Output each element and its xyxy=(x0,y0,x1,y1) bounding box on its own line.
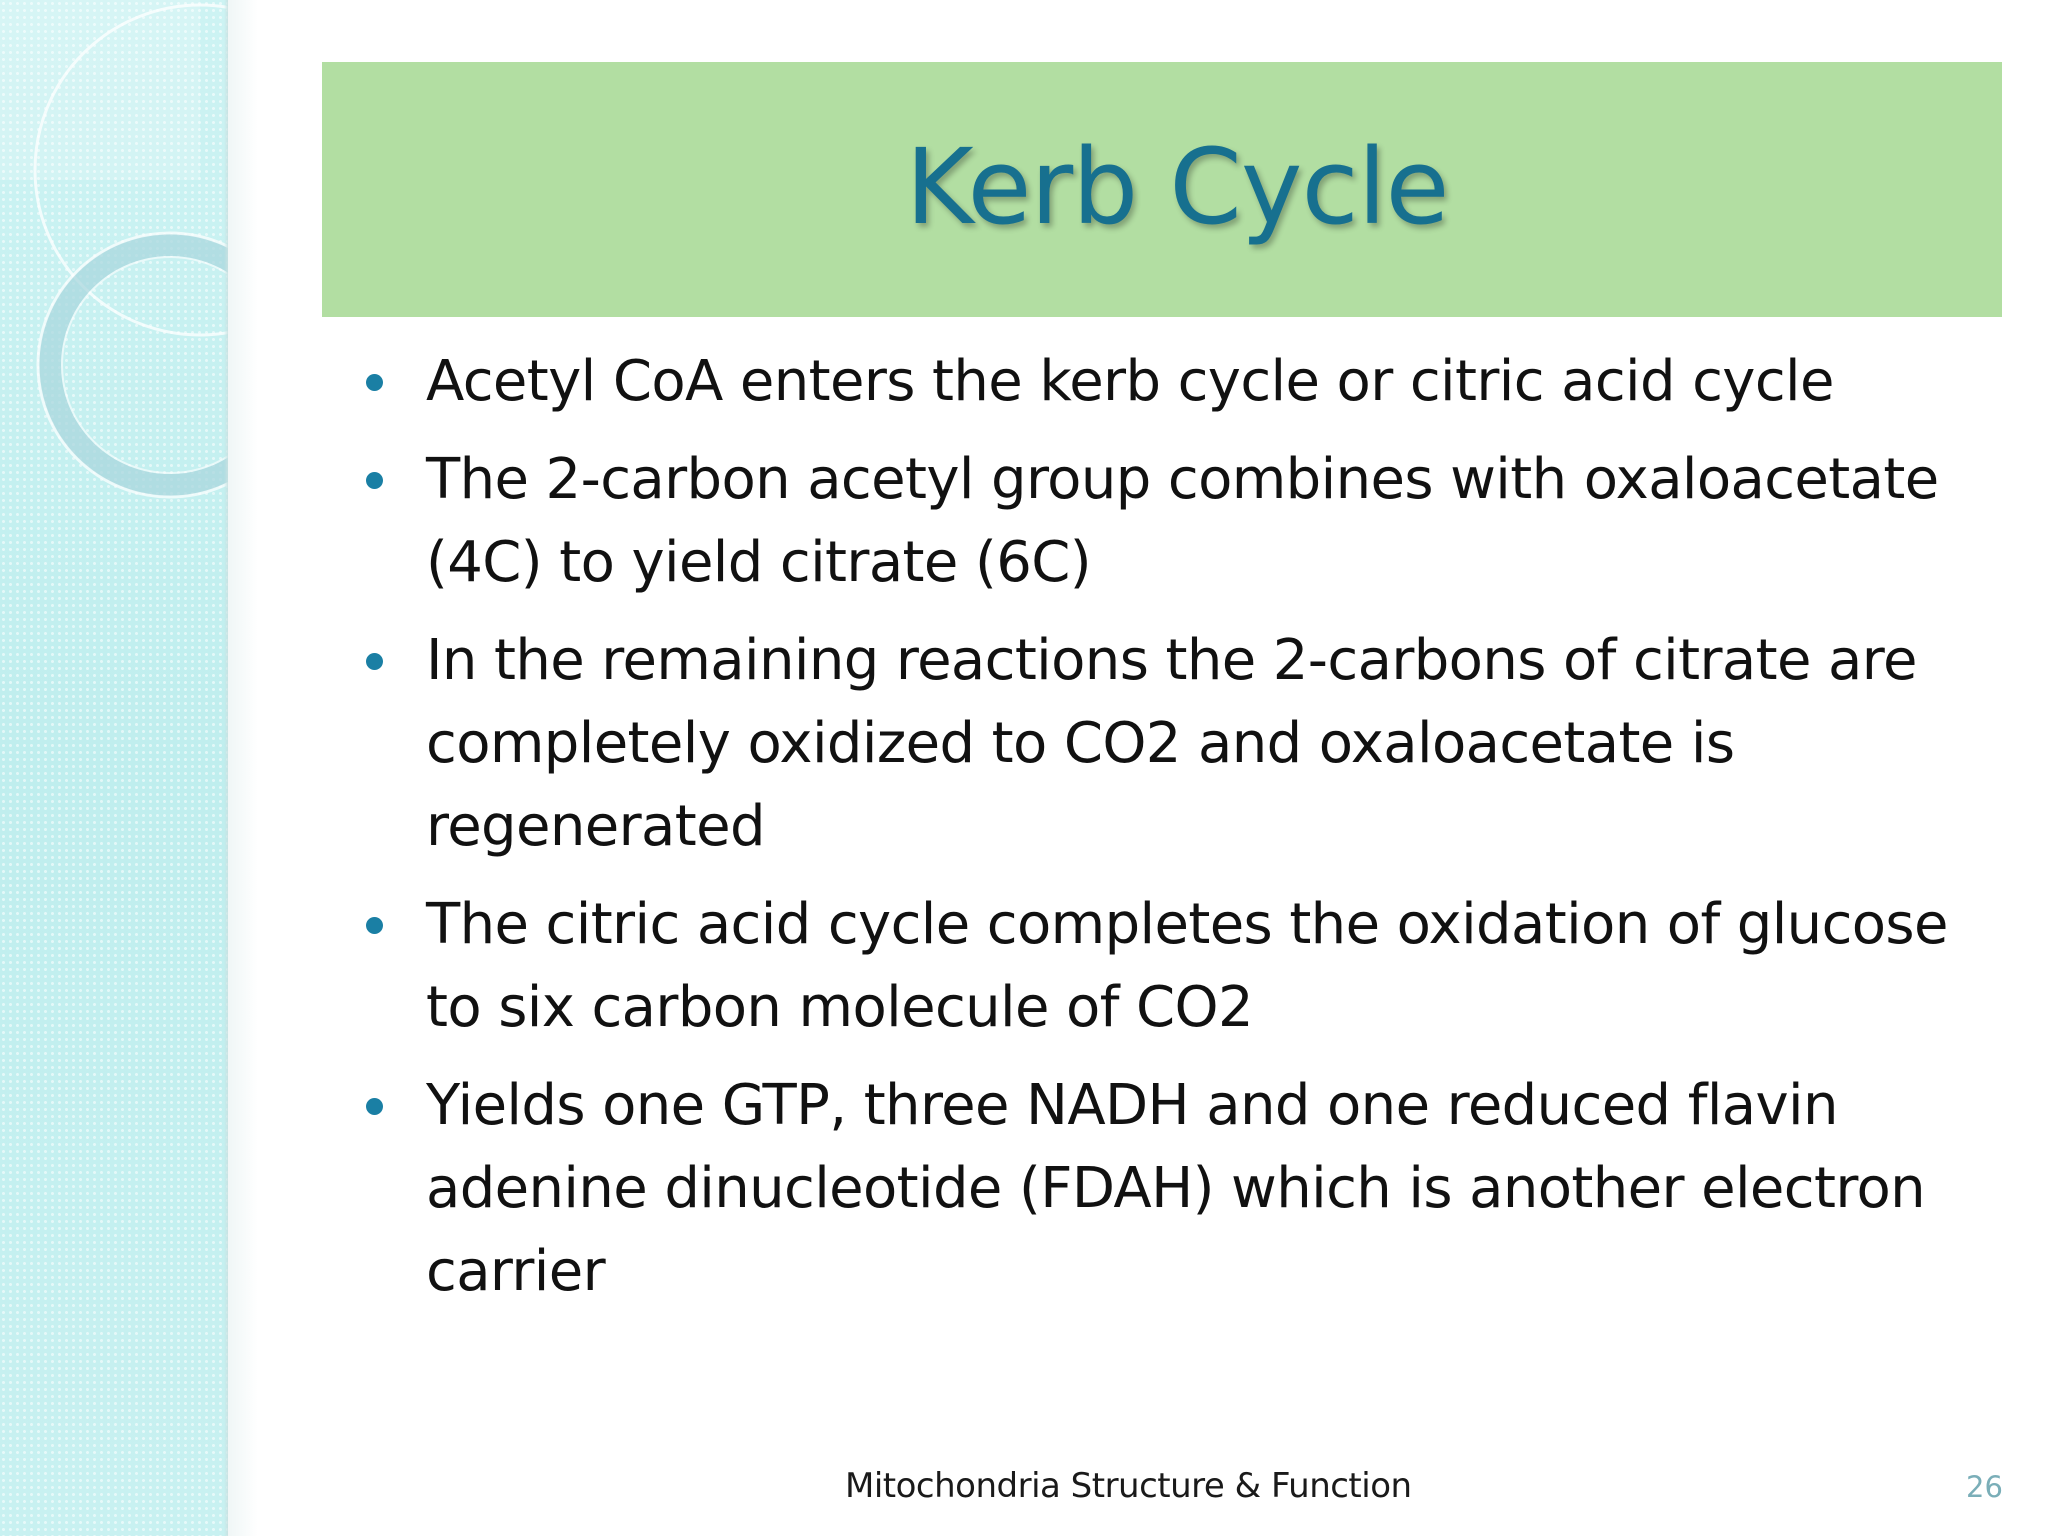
bullet-text: In the remaining reactions the 2-carbons of citrate are completely oxidized to CO2 and oxaloacetate is regenerated xyxy=(426,628,1917,859)
bullet-text: The citric acid cycle completes the oxidation of glucose to six carbon molecule of CO2 xyxy=(426,892,1948,1040)
bullet-text: Yields one GTP, three NADH and one reduced flavin adenine dinucleotide (FDAH) which is another electron carrier xyxy=(426,1073,1926,1304)
bullet-dot-icon xyxy=(366,1098,383,1115)
bullet-text: The 2-carbon acetyl group combines with oxaloacetate (4C) to yield citrate (6C) xyxy=(426,447,1939,595)
bullet-text: Acetyl CoA enters the kerb cycle or citric acid cycle xyxy=(426,349,1834,414)
side-band-shadow xyxy=(228,0,258,1536)
page-number: 26 xyxy=(1966,1470,2003,1504)
bullet-dot-icon xyxy=(366,472,383,489)
decorative-side-band xyxy=(0,0,228,1536)
bullet-dot-icon xyxy=(366,374,383,391)
bullet-dot-icon xyxy=(366,653,383,670)
bullet-item xyxy=(356,438,1976,604)
bullet-item xyxy=(356,340,1976,423)
bullet-item xyxy=(356,883,1976,1049)
bullet-dot-icon xyxy=(366,917,383,934)
bullet-item xyxy=(356,1064,1976,1313)
slide-footer: Mitochondria Structure & Function xyxy=(845,1466,1412,1506)
bullet-list xyxy=(356,340,1976,1328)
slide-title: Kerb Cycle xyxy=(905,125,1449,248)
bullet-item xyxy=(356,619,1976,868)
title-bar xyxy=(322,62,2002,317)
decorative-circles xyxy=(0,0,228,520)
